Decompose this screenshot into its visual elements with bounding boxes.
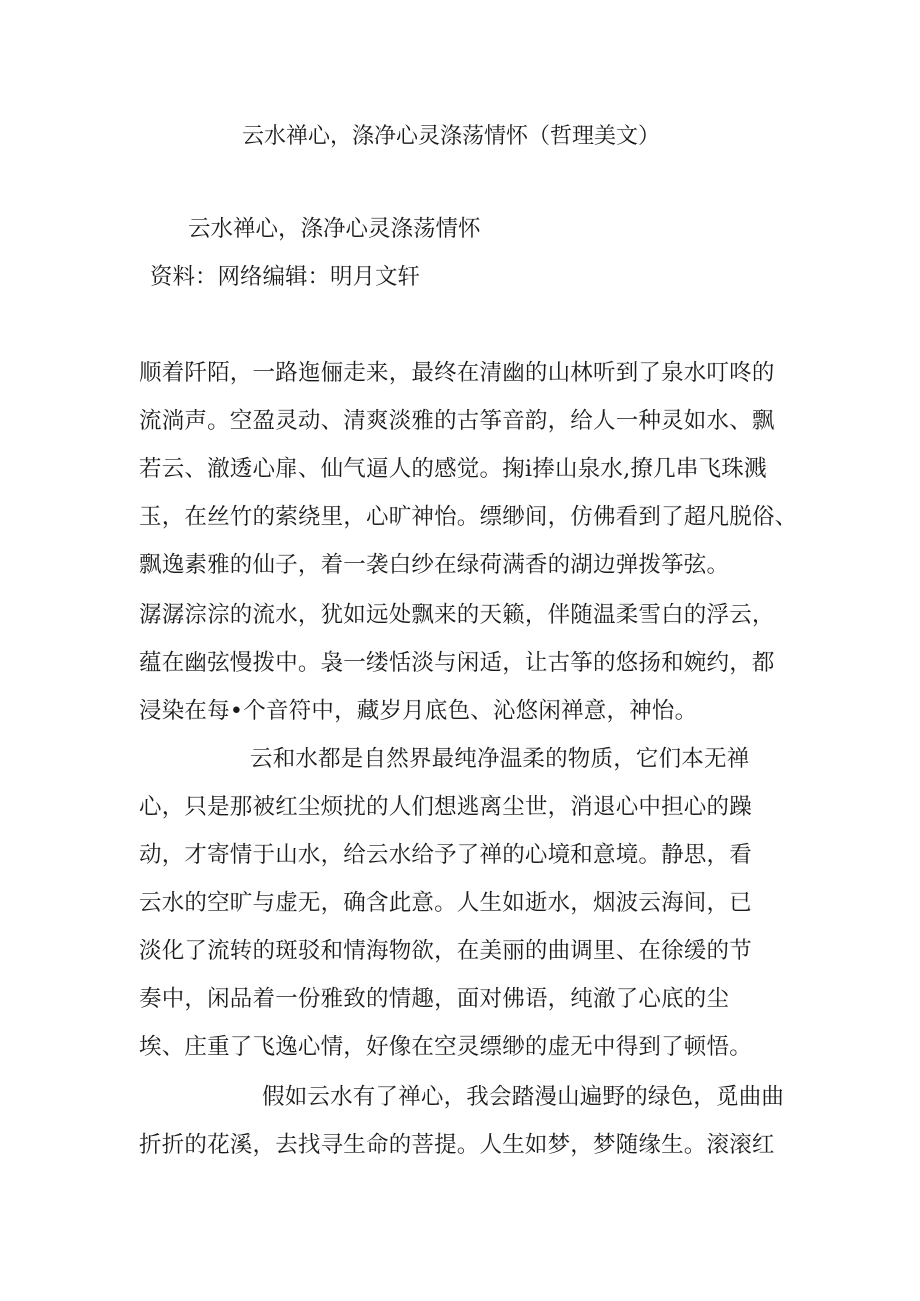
paragraph-line: 流淌声。空盈灵动、清爽淡雅的古筝音韵，给人一种灵如水、飘 (139, 408, 775, 434)
paragraph-line: 玉，在丝竹的萦绕里，心旷神怡。缥缈间，仿佛看到了超凡脱俗、 (139, 504, 798, 530)
paragraph-line: 蕴在幽弦慢拨中。袅一缕恬淡与闲适，让古筝的悠扬和婉约，都 (139, 650, 775, 676)
paragraph-line: 淡化了流转的斑驳和情海物欲，在美丽的曲调里、在徐缓的节 (139, 938, 752, 964)
paragraph-line: 顺着阡陌，一路迤俪走来，最终在清幽的山林听到了泉水叮咚的 (139, 360, 775, 386)
source-line: 资料：网络编辑：明月文轩 (150, 264, 421, 290)
paragraph-line: 假如云水有了禅心，我会踏漫山遍野的绿色，觅曲曲 (262, 1084, 785, 1110)
paragraph-line: 埃、庄重了飞逸心情，好像在空灵缥缈的虚无中得到了顿悟。 (139, 1034, 752, 1060)
paragraph-line: 浸染在每•个音符中，藏岁月底色、沁悠闲禅意，神怡。 (139, 698, 698, 724)
paragraph-line: 云水的空旷与虚无，确含此意。人生如逝水，烟波云海间，已 (139, 890, 752, 916)
paragraph-line: 云和水都是自然界最纯净温柔的物质，它们本无禅 (250, 746, 750, 772)
paragraph-line: 奏中，闲品着一份雅致的情趣，面对佛语，纯澈了心底的尘 (139, 986, 730, 1012)
paragraph-line: 若云、澈透心扉、仙气逼人的感觉。掬i捧山泉水,撩几串飞珠溅 (139, 456, 767, 482)
paragraph-line: 飘逸素雅的仙子，着一袭白纱在绿荷满香的湖边弹拨筝弦。 (139, 552, 730, 578)
paragraph-line: 潺潺淙淙的流水，犹如远处飘来的天籁，伴随温柔雪白的浮云， (139, 602, 775, 628)
document-title: 云水禅心，涤净心灵涤荡情怀（哲理美文） (242, 124, 661, 149)
document-subtitle: 云水禅心，涤净心灵涤荡情怀 (188, 216, 481, 242)
paragraph-line: 心，只是那被红尘烦扰的人们想逃离尘世，消退心中担心的躁 (139, 794, 752, 820)
paragraph-line: 折折的花溪，去找寻生命的菩提。人生如梦，梦随缘生。滚滚红 (139, 1132, 775, 1158)
paragraph-line: 动，才寄情于山水，给云水给予了禅的心境和意境。静思，看 (139, 842, 752, 868)
